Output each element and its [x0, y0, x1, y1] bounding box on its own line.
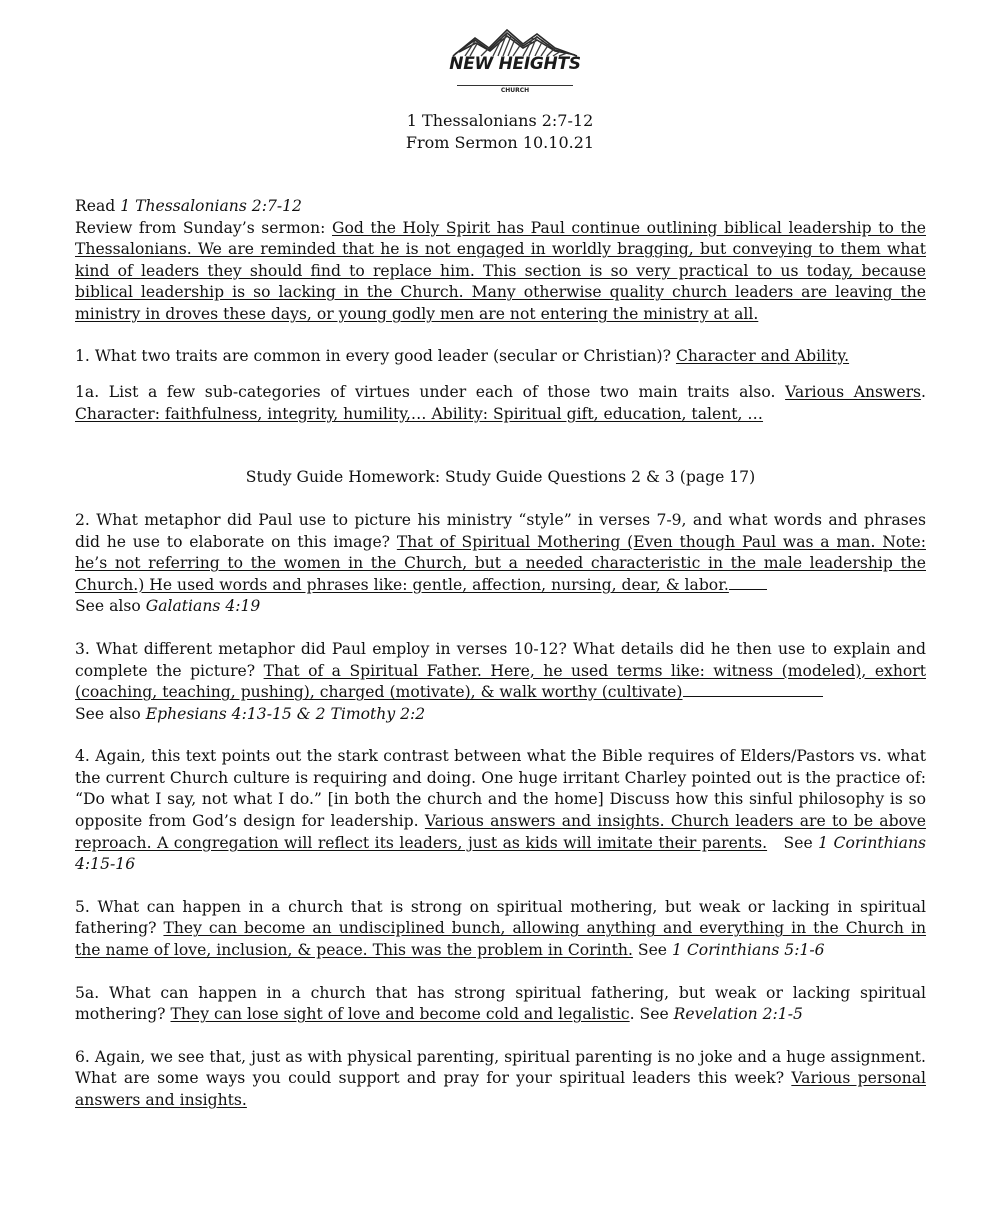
study-content	[75, 196, 926, 1112]
mountain-logo-icon	[445, 24, 585, 58]
question-4	[75, 746, 926, 876]
question-5a-answer: They can lose sight of love and become cold and legalistic	[170, 1005, 630, 1024]
question-2-text: 2. What metaphor did Paul use to picture his ministry “style” in verses 7-9, and what words and phrases did he use to elaborate on this image?	[75, 510, 926, 551]
question-6	[75, 1047, 926, 1112]
question-3	[75, 639, 926, 725]
homework-line: Study Guide Homework: Study Guide Questions 2 & 3 (page 17)	[245, 468, 756, 487]
question-1	[75, 346, 926, 368]
question-4-see-reference: 1 Corinthians 4:15-16	[75, 833, 927, 874]
read-reference: 1 Thessalonians 2:7-12	[120, 197, 302, 215]
question-5	[75, 897, 926, 962]
question-4-see-label: See	[783, 833, 813, 852]
question-1a-period: .	[921, 383, 926, 402]
read-label: Read	[75, 197, 116, 215]
sermon-date: From Sermon 10.10.21	[405, 133, 595, 152]
question-5a-see-reference: Revelation 2:1-5	[673, 1005, 803, 1024]
question-2-answer: That of Spiritual Mothering (Even though Paul was a man. Note: he’s not referring to the women in the Church, but a needed characteristic in the male leadership the Church.) He used words and phrases like: gentle, affection, nursing, dear, & labor.	[75, 532, 926, 594]
question-3-see-reference: Ephesians 4:13-15 & 2 Timothy 2:2	[145, 704, 426, 723]
church-logo	[445, 24, 585, 98]
question-3-see-label: See also	[75, 704, 141, 723]
answer-blank	[683, 682, 823, 697]
question-2	[75, 510, 926, 618]
question-2-see-label: See also	[75, 597, 141, 616]
question-4-answer: Various answers and insights. Church leaders are to be above reproach. A congregation will reflect its leaders, just as kids will imitate their parents.	[75, 812, 927, 852]
question-5a	[75, 983, 926, 1026]
review-label: Review from Sunday’s sermon:	[75, 218, 326, 237]
question-2-see-reference: Galatians 4:19	[145, 597, 261, 616]
page-header	[0, 110, 1000, 154]
passage-title: 1 Thessalonians 2:7-12	[406, 111, 594, 130]
question-6-text: 6. Again, we see that, just as with physical parenting, spiritual parenting is no joke and a huge assignment. What are some ways you could support and pray for your spiritual leaders this week?	[75, 1047, 926, 1088]
logo-subtitle: CHURCH	[500, 87, 530, 94]
question-1-answer: Character and Ability.	[675, 346, 850, 365]
question-5-answer: They can become an undisciplined bunch, allowing anything and everything in the Church in the name of love, inclusion, & peace. This was the problem in Corinth.	[75, 919, 927, 960]
question-1a-answer-detail: Character: faithfulness, integrity, humility,… Ability: Spiritual gift, education, talent, …	[75, 404, 764, 423]
review-text: God the Holy Spirit has Paul continue outlining biblical leadership to the Thessalonians. We are reminded that he is not engaged in worldly bragging, but conveying to them what kind of leaders they should find to replace him. This section is so very practical to us today, because biblical leadership is so lacking in the Church. Many otherwise quality church leaders are leaving the ministry in droves these days, or young godly men are not entering the ministry at all.	[75, 218, 926, 323]
question-5-see-label: See	[637, 941, 668, 960]
question-6-answer: Various personal answers and insights.	[75, 1069, 926, 1109]
question-5a-text: 5a. What can happen in a church that has strong spiritual fathering, but weak or lacking spiritual mothering?	[75, 983, 926, 1024]
question-1-text: 1. What two traits are common in every good leader (secular or Christian)?	[75, 346, 671, 365]
question-1a	[75, 382, 926, 425]
question-5a-see-label: . See	[629, 1005, 669, 1024]
question-5-text: 5. What can happen in a church that is strong on spiritual mothering, but weak or lacking in spiritual fathering?	[75, 897, 926, 938]
question-1a-answer: Various Answers	[785, 383, 922, 402]
question-4-text: 4. Again, this text points out the stark contrast between what the Bible requires of Elders/Pastors vs. what the current Church culture is requiring and doing. One huge irritant Charley pointed out is the practice of: “Do what I say, not what I do.” [in both the church and the home] Discuss how this sinful philosophy is so opposite from God’s design for leadership.	[75, 747, 926, 831]
question-3-answer: That of a Spiritual Father. Here, he used terms like: witness (modeled), exhort (coaching, teaching, pushing), charged (motivate), & walk worthy (cultivate)	[75, 661, 926, 702]
question-5-see-reference: 1 Corinthians 5:1-6	[672, 941, 825, 960]
question-3-text: 3. What different metaphor did Paul employ in verses 10-12? What details did he then use to explain and complete the picture?	[75, 639, 926, 680]
read-line	[75, 196, 926, 218]
review-paragraph	[75, 218, 926, 326]
logo-name: NEW HEIGHTS	[449, 54, 581, 74]
logo-divider	[457, 85, 573, 86]
answer-blank	[729, 575, 767, 590]
question-1a-text: 1a. List a few sub-categories of virtues under each of those two main traits also.	[75, 383, 776, 402]
